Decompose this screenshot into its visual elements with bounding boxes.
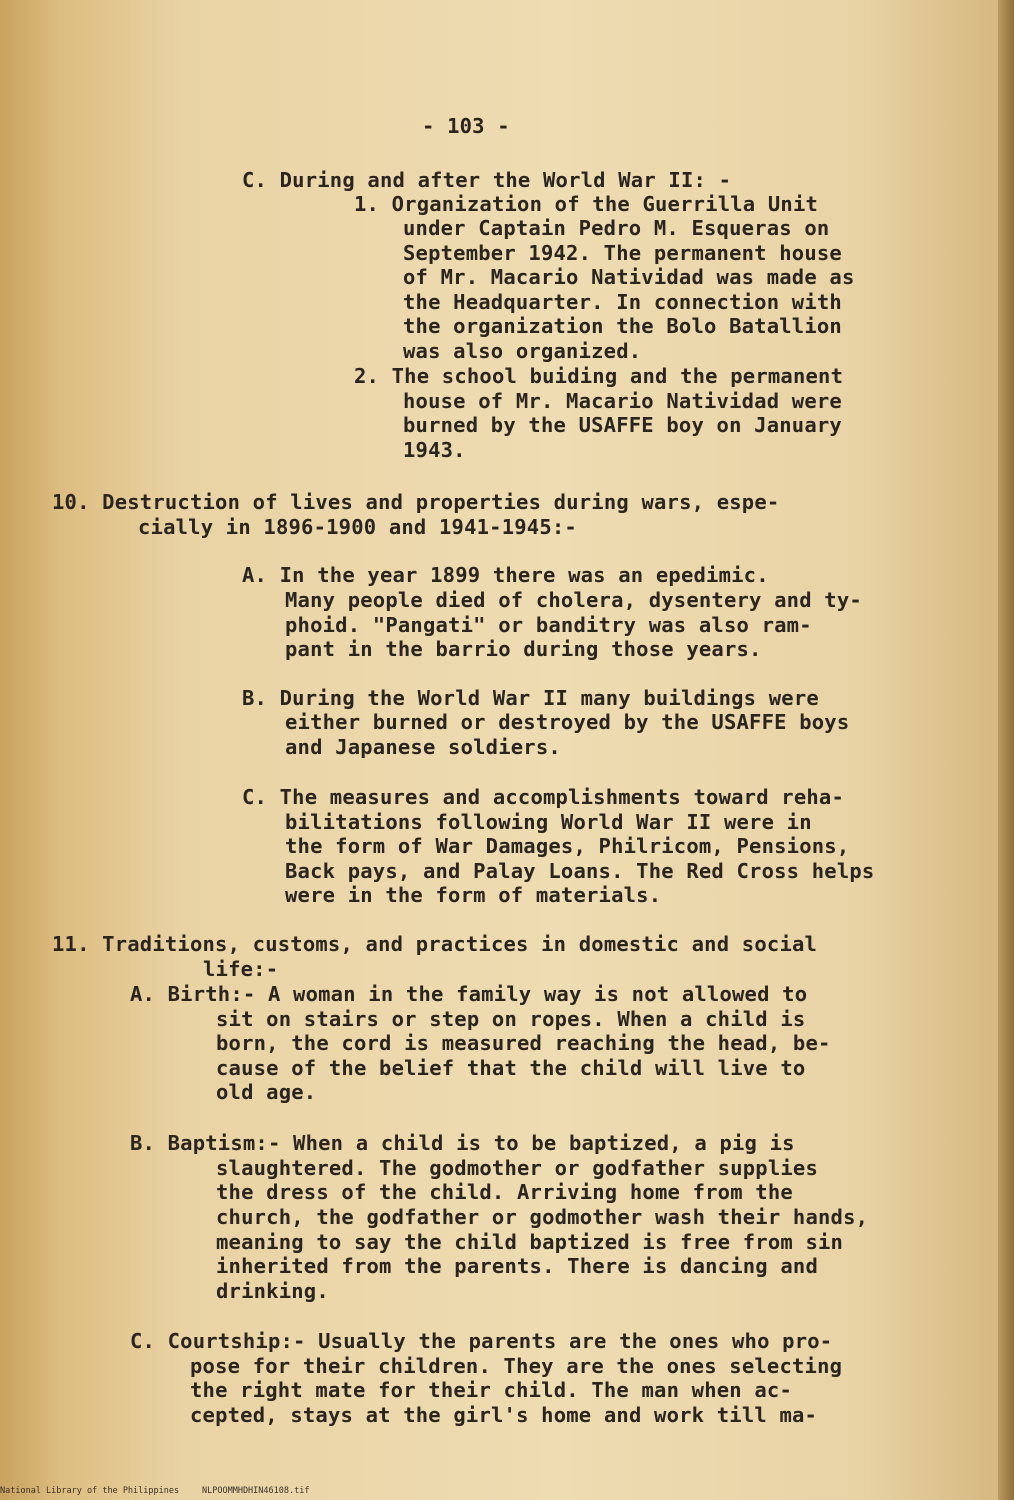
section-9-item-2-line: house of Mr. Macario Natividad were — [403, 389, 842, 413]
section-11-item-b-line: drinking. — [216, 1279, 329, 1303]
section-11-item-b-line: inherited from the parents. There is dancing and — [216, 1254, 819, 1278]
section-10-heading-line: cially in 1896-1900 and 1941-1945:- — [138, 515, 577, 539]
section-11-item-b-line: church, the godfather or godmother wash their hands, — [216, 1205, 869, 1229]
section-11-item-a-line: born, the cord is measured reaching the head, be- — [216, 1031, 831, 1055]
section-10-item-c-line: the form of War Damages, Philricom, Pensions, — [285, 834, 850, 858]
page-fold — [998, 0, 1000, 1500]
section-9-item-2-line: 1943. — [403, 438, 466, 462]
section-11-item-c-line: the right mate for their child. The man when ac- — [190, 1378, 793, 1402]
page-number: - 103 - — [422, 114, 510, 138]
section-9-item-1-line: the organization the Bolo Batallion — [403, 314, 842, 338]
section-10-item-c-line: C. The measures and accomplishments toward reha- — [242, 785, 845, 809]
section-9-item-2-line: burned by the USAFFE boy on January — [403, 413, 842, 437]
footer-source: National Library of the Philippines — [0, 1486, 180, 1496]
section-10-item-a-line: pant in the barrio during those years. — [285, 637, 762, 661]
section-9-item-1-line: September 1942. The permanent house — [403, 241, 842, 265]
section-11-item-a-line: old age. — [216, 1080, 317, 1104]
section-11-item-b-line: the dress of the child. Arriving home from the — [216, 1180, 793, 1204]
section-10-item-c-line: were in the form of materials. — [285, 883, 662, 907]
section-10-item-b-line: either burned or destroyed by the USAFFE boys — [285, 710, 850, 734]
section-9-item-1-line: was also organized. — [403, 339, 642, 363]
section-9-item-2-line: 2. The school buiding and the permanent — [354, 364, 844, 388]
section-10-item-b-line: B. During the World War II many buildings were — [242, 686, 819, 710]
section-11-item-a-line: sit on stairs or step on ropes. When a child is — [216, 1007, 806, 1031]
section-11-item-a-line: cause of the belief that the child will live to — [216, 1056, 806, 1080]
section-10-item-a-line: Many people died of cholera, dysentery and ty- — [285, 588, 862, 612]
section-11-item-c-line: C. Courtship:- Usually the parents are the ones who pro- — [130, 1329, 833, 1353]
page-edge — [1000, 0, 1014, 1500]
section-11-item-c-line: pose for their children. They are the ones selecting — [190, 1354, 843, 1378]
section-11-item-b-line: slaughtered. The godmother or godfather supplies — [216, 1156, 819, 1180]
section-9-item-1-line: under Captain Pedro M. Esqueras on — [403, 216, 830, 240]
section-10-item-b-line: and Japanese soldiers. — [285, 735, 561, 759]
section-11-item-a-line: A. Birth:- A woman in the family way is not allowed to — [130, 982, 808, 1006]
section-11-heading-line: 11. Traditions, customs, and practices in domestic and social — [52, 932, 818, 956]
section-10-item-c-line: Back pays, and Palay Loans. The Red Cross helps — [285, 859, 875, 883]
section-11-heading-line: life:- — [203, 957, 279, 981]
section-10-heading-line: 10. Destruction of lives and properties during wars, espe- — [52, 490, 780, 514]
section-9-item-1-line: the Headquarter. In connection with — [403, 290, 842, 314]
footer-file-id: NLPOOMMHDHIN46108.tif — [202, 1486, 310, 1496]
section-11-item-c-line: cepted, stays at the girl's home and work till ma- — [190, 1403, 818, 1427]
section-10-item-c-line: bilitations following World War II were in — [285, 810, 812, 834]
section-9-item-1-line: 1. Organization of the Guerrilla Unit — [354, 192, 819, 216]
section-9-item-c-heading: C. During and after the World War II: - — [242, 168, 732, 192]
section-10-item-a-line: phoid. "Pangati" or banditry was also ram- — [285, 613, 812, 637]
section-11-item-b-line: meaning to say the child baptized is free from sin — [216, 1230, 844, 1254]
section-11-item-b-line: B. Baptism:- When a child is to be baptized, a pig is — [130, 1131, 795, 1155]
section-9-item-1-line: of Mr. Macario Natividad was made as — [403, 265, 855, 289]
section-10-item-a-line: A. In the year 1899 there was an epedimic. — [242, 563, 769, 587]
